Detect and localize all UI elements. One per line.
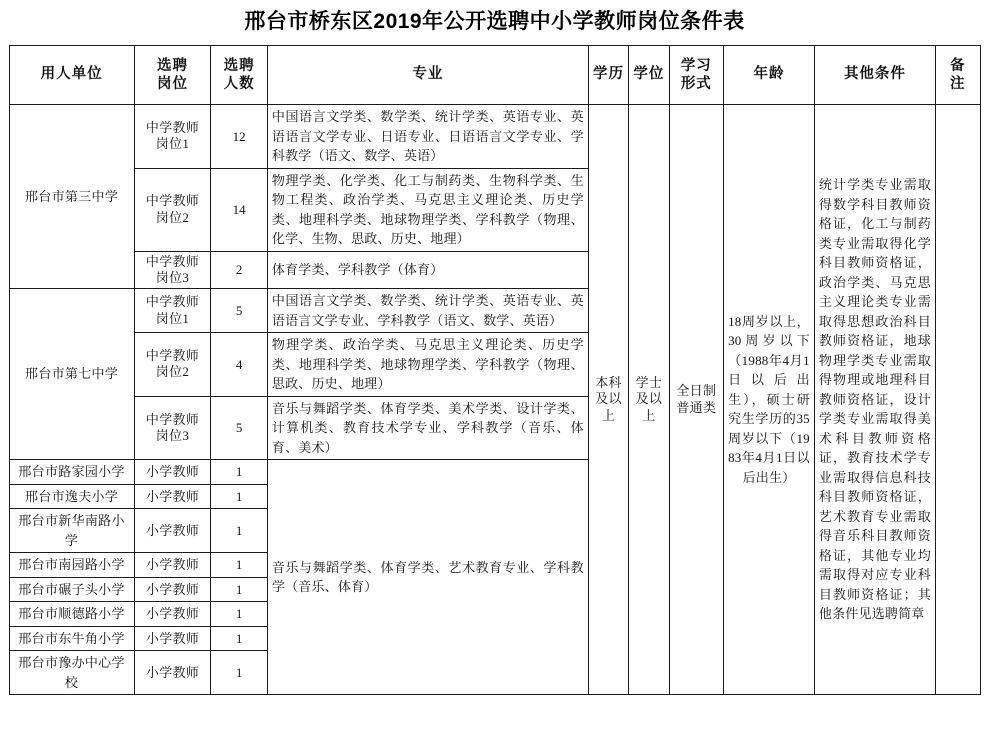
- cell-unit: 邢台市东牛角小学: [9, 626, 134, 651]
- cell-unit: 邢台市路家园小学: [9, 460, 134, 485]
- cell-education-line1: 本科: [595, 375, 622, 391]
- column-header-post: [134, 46, 211, 105]
- column-header-count-line1: 选聘: [223, 57, 255, 74]
- cell-other-conditions: 统计学类专业需取得数学科目教师资格证，化工与制药类专业需取得化学科目教师资格证，政治学类、马克思主义理论类专业需取得思想政治科目教师资格证，地球物理学类专业需取得物理或地理科目教师资格证，设计学类专业需取得美术科目教师资格证，教育技术学专业需取得信息科技科目教师资格证，艺术教育专业需取得音乐科目教师资格证，其他专业均需取得对应专业科目教师资格证；其他条件见选聘简章: [814, 105, 935, 695]
- cell-remark: [936, 105, 981, 695]
- cell-count: 1: [211, 484, 268, 509]
- cell-major: 音乐与舞蹈学类、体育学类、艺术教育专业、学科教学（音乐、体育）: [267, 460, 588, 695]
- cell-post: [134, 168, 211, 251]
- cell-count: 14: [211, 168, 268, 251]
- cell-count: 12: [211, 105, 268, 169]
- cell-post: [134, 105, 211, 169]
- cell-post: [134, 333, 211, 397]
- cell-post-line1: 中学教师: [145, 294, 200, 310]
- cell-degree-line3: 上: [642, 407, 656, 423]
- column-header-post-line1: 选聘: [157, 57, 188, 74]
- cell-post: 小学教师: [134, 484, 211, 509]
- cell-post: [134, 289, 211, 333]
- table-row: [9, 105, 980, 169]
- cell-count: 1: [211, 651, 268, 695]
- cell-post: 小学教师: [134, 626, 211, 651]
- cell-count: 2: [211, 251, 268, 289]
- cell-post: 小学教师: [134, 602, 211, 627]
- cell-count: 5: [211, 396, 268, 460]
- column-header-remark-line1: 备: [950, 57, 966, 74]
- column-header-unit: 用人单位: [9, 46, 134, 105]
- cell-education-line2: 及以: [595, 391, 622, 407]
- column-header-education: 学历: [588, 46, 628, 105]
- page-title: 邢台市桥东区2019年公开选聘中小学教师岗位条件表: [244, 10, 745, 33]
- column-header-study-mode: [669, 46, 724, 105]
- column-header-age: 年龄: [724, 46, 815, 105]
- cell-post-line2: 岗位1: [155, 310, 190, 326]
- cell-major: 音乐与舞蹈学类、体育学类、美术学类、设计学类、计算机类、教育技术学专业、学科教学（音乐、体育、美术）: [267, 396, 588, 460]
- cell-post-line2: 岗位1: [155, 136, 190, 152]
- cell-post-line2: 岗位2: [155, 209, 190, 225]
- cell-count: 1: [211, 602, 268, 627]
- cell-post: 小学教师: [134, 509, 211, 553]
- cell-degree-line1: 学士: [635, 375, 663, 391]
- cell-post-line1: 中学教师: [145, 348, 200, 363]
- cell-major: 中国语言文学类、数学类、统计学类、英语专业、英语语言文学专业、学科教学（语文、数学、英语）: [267, 289, 588, 333]
- cell-unit: 邢台市顺德路小学: [9, 602, 134, 627]
- cell-study-mode-line2: 普通类: [676, 399, 717, 415]
- cell-post: 小学教师: [134, 577, 211, 602]
- cell-post: [134, 251, 211, 289]
- column-header-remark: [936, 46, 981, 105]
- cell-count: 5: [211, 289, 268, 333]
- cell-unit: 邢台市第三中学: [9, 105, 134, 289]
- column-header-count: [211, 46, 268, 105]
- cell-education: [588, 105, 628, 695]
- column-header-remark-line2: 注: [950, 76, 966, 92]
- cell-age: 18周岁以上，30周岁以下（1988年4月1日以后出生），硕士研究生学历的35周岁以下（1983年4月1日以后出生）: [724, 105, 815, 695]
- cell-degree-line2: 及以: [635, 391, 663, 407]
- table-header-row: [9, 46, 980, 105]
- cell-major: 体育学类、学科教学（体育）: [267, 251, 588, 289]
- column-header-major: 专业: [267, 46, 588, 105]
- cell-count: 1: [211, 509, 268, 553]
- cell-unit: 邢台市豫办中心学校: [9, 651, 134, 695]
- cell-count: 4: [211, 333, 268, 397]
- cell-post-line1: 中学教师: [145, 253, 200, 269]
- cell-education-line3: 上: [601, 407, 616, 423]
- cell-post-line1: 中学教师: [145, 193, 200, 209]
- cell-unit: 邢台市逸夫小学: [9, 484, 134, 509]
- column-header-count-line2: 人数: [223, 76, 255, 92]
- cell-post: 小学教师: [134, 460, 211, 485]
- cell-major: 物理学类、政治学类、马克思主义理论类、历史学类、地理科学类、地球物理学类、学科教学（物理、思政、历史、地理）: [267, 333, 588, 397]
- cell-unit: 邢台市新华南路小学: [9, 509, 134, 553]
- column-header-study-mode-line2: 形式: [680, 76, 712, 92]
- cell-post: [134, 396, 211, 460]
- cell-major: 物理学类、化学类、化工与制药类、生物科学类、生物工程类、政治学类、马克思主义理论类、历史学类、地理科学类、地球物理学类、学科教学（物理、化学、生物、思政、历史、地理）: [267, 168, 588, 251]
- column-header-study-mode-line1: 学习: [680, 57, 712, 74]
- cell-count: 1: [211, 626, 268, 651]
- cell-count: 1: [211, 577, 268, 602]
- cell-count: 1: [211, 553, 268, 578]
- cell-degree: [629, 105, 669, 695]
- cell-post-line2: 岗位2: [155, 364, 190, 380]
- cell-post: 小学教师: [134, 651, 211, 695]
- cell-post-line2: 岗位3: [155, 427, 190, 443]
- cell-unit: 邢台市碾子头小学: [9, 577, 134, 602]
- table-body: [9, 105, 980, 695]
- cell-count: 1: [211, 460, 268, 485]
- job-conditions-table: [9, 45, 981, 695]
- column-header-other: 其他条件: [814, 46, 935, 105]
- cell-post: 小学教师: [134, 553, 211, 578]
- cell-unit: 邢台市南园路小学: [9, 553, 134, 578]
- cell-post-line1: 中学教师: [145, 411, 200, 427]
- cell-unit: 邢台市第七中学: [9, 289, 134, 460]
- cell-major: 中国语言文学类、数学类、统计学类、英语专业、英语语言文学专业、日语专业、日语语言文学专业、学科教学（语文、数学、英语）: [267, 105, 588, 169]
- column-header-post-line2: 岗位: [157, 76, 188, 92]
- cell-study-mode-line1: 全日制: [676, 383, 717, 399]
- cell-post-line1: 中学教师: [145, 120, 200, 135]
- cell-study-mode: [669, 105, 724, 695]
- column-header-degree: 学位: [629, 46, 669, 105]
- cell-post-line2: 岗位3: [155, 269, 190, 285]
